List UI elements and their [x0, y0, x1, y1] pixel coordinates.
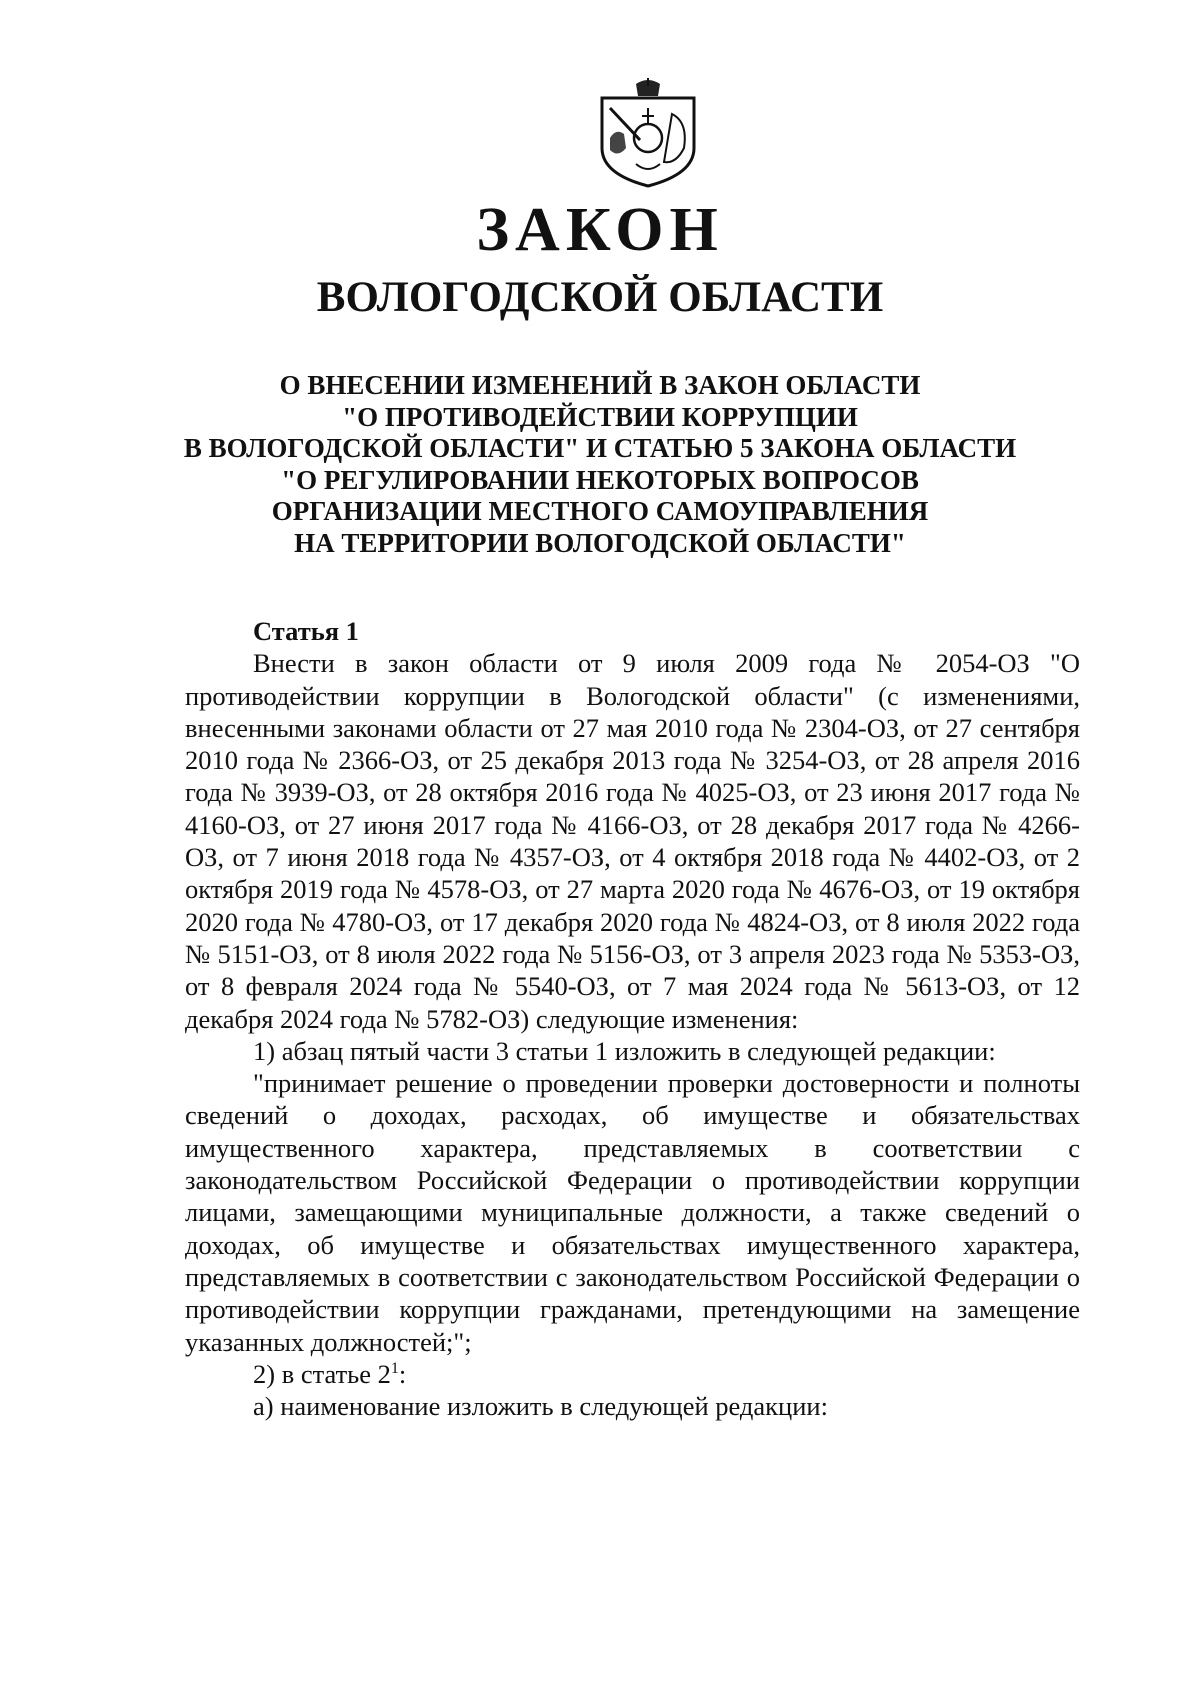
heading-line: НА ТЕРРИТОРИИ ВОЛОГОДСКОЙ ОБЛАСТИ" [294, 527, 906, 558]
law-heading [150, 370, 1050, 559]
item-1: 1) абзац пятый части 3 статьи 1 изложить в следующей редакции: [253, 1035, 996, 1066]
item-2-text: 2) в статье 2 [253, 1358, 391, 1389]
item-2a: а) наименование изложить в следующей редакции: [253, 1391, 828, 1422]
heading-line: В ВОЛОГОДСКОЙ ОБЛАСТИ" И СТАТЬЮ 5 ЗАКОНА ОБЛАСТИ [183, 433, 1017, 463]
document-title: ЗАКОН [476, 196, 724, 264]
article-body [185, 615, 1080, 1422]
article-title: Статья 1 [253, 616, 359, 646]
item-2-colon: : [398, 1358, 407, 1389]
item-2 [185, 1358, 1080, 1390]
heading-line: "О ПРОТИВОДЕЙСТВИИ КОРРУПЦИИ [342, 401, 858, 432]
heading-line: ОРГАНИЗАЦИИ МЕСТНОГО САМОУПРАВЛЕНИЯ [271, 496, 929, 526]
quoted-amendment: "принимает решение о проведении проверки достоверности и полноты сведений о доходах, расходах, об имуществе и обязательствах имущественного характера, представляемых в соответствии с законодательством Российской Федерации о противодействии коррупции лицами, замещающими муниципальные должности, а также сведений о доходах, об имуществе и обязательствах имущественного характера, представляемых в соответствии с законодательством Российской Федерации о противодействии коррупции гражданами, претендующими на замещение указанных должностей;"; [185, 1068, 1080, 1357]
heading-line: "О РЕГУЛИРОВАНИИ НЕКОТОРЫХ ВОПРОСОВ [281, 464, 919, 495]
item-2-superscript: 1 [390, 1360, 399, 1377]
heading-line: О ВНЕСЕНИИ ИЗМЕНЕНИЙ В ЗАКОН ОБЛАСТИ [279, 370, 921, 400]
coat-of-arms-emblem [596, 78, 700, 188]
article-intro-paragraph: Внести в закон области от 9 июля 2009 года № 2054-ОЗ "О противодействии коррупции в Вологодской области" (с изменениями, внесенными законами области от 27 мая 2010 года № 2304-ОЗ, от 27 сентября 2010 года № 2366-ОЗ, от 25 декабря 2013 года № 3254-ОЗ, от 28 апреля 2016 года № 3939-ОЗ, от 28 октября 2016 года № 4025-ОЗ, от 23 июня 2017 года № 4160-ОЗ, от 27 июня 2017 года № 4166-ОЗ, от 28 декабря 2017 года № 4266-ОЗ, от 7 июня 2018 года № 4357-ОЗ, от 4 октября 2018 года № 4402-ОЗ, от 2 октября 2019 года № 4578-ОЗ, от 27 марта 2020 года № 4676-ОЗ, от 19 октября 2020 года № 4780-ОЗ, от 17 декабря 2020 года № 4824-ОЗ, от 8 июля 2022 года № 5151-ОЗ, от 8 июля 2022 года № 5156-ОЗ, от 3 апреля 2023 года № 5353-ОЗ, от 8 февраля 2024 года № 5540-ОЗ, от 7 мая 2024 года № 5613-ОЗ, от 12 декабря 2024 года № 5782-ОЗ) следующие изменения: [185, 648, 1080, 1034]
document-subtitle: ВОЛОГОДСКОЙ ОБЛАСТИ [316, 274, 884, 321]
